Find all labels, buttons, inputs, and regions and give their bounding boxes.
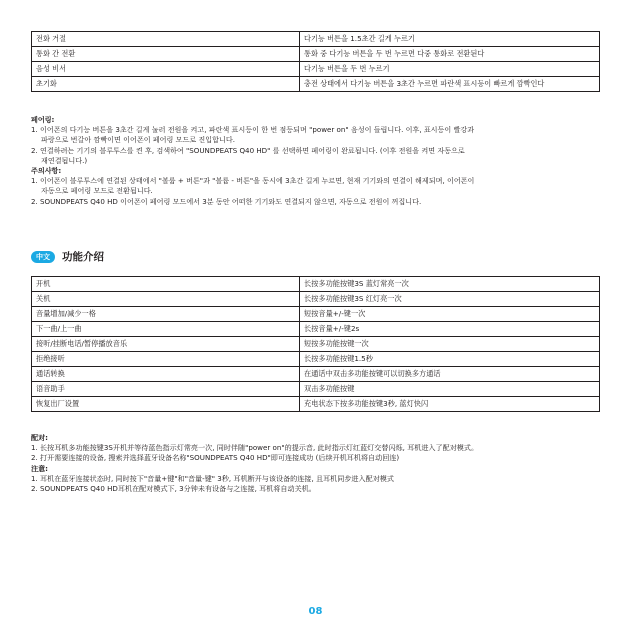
pairing-step-1: 1. 长按耳机多功能按键3S开机并等待蓝色指示灯常亮一次, 同时伴随"power on"的提示音, 此时指示灯红蓝灯交替闪烁, 耳机进入了配对模式。 [31,443,479,453]
table-row [32,337,600,352]
table-cell-operation: 长按多功能按键3S 蓝灯常亮一次 [300,277,600,292]
korean-function-table [31,31,600,92]
table-cell-operation: 充电状态下按多功能按键3秒, 蓝灯快闪 [300,397,600,412]
notes-heading: 注意: [31,463,49,473]
table-cell-function: 음성 비서 [32,62,300,77]
table-row [32,47,600,62]
table-row [32,322,600,337]
language-badge: 中文 [31,251,55,263]
table-cell-operation: 다기능 버튼을 두 번 누르기 [300,62,600,77]
pairing-heading: 페어링: [31,115,55,124]
table-cell-operation: 长按多功能按键3S 红灯亮一次 [300,292,600,307]
table-cell-function: 通话转换 [32,367,300,382]
table-row [32,307,600,322]
table-cell-operation: 双击多功能按键 [300,382,600,397]
pairing-heading: 配对: [31,433,49,442]
table-cell-function: 接听/挂断电话/暂停播放音乐 [32,337,300,352]
table-cell-operation: 통화 중 다기능 버튼을 두 번 누르면 다중 통화로 전환된다 [300,47,600,62]
table-cell-operation: 短按音量+/-键一次 [300,307,600,322]
table-row [32,292,600,307]
table-cell-function: 통화 간 전환 [32,47,300,62]
table-row [32,32,600,47]
table-row [32,397,600,412]
table-cell-function: 语音助手 [32,382,300,397]
table-cell-function: 恢复出厂设置 [32,397,300,412]
table-cell-function: 초기화 [32,77,300,92]
table-cell-function: 开机 [32,277,300,292]
section-heading: 功能介绍 [62,251,104,263]
table-cell-operation: 短按多功能按键一次 [300,337,600,352]
table-cell-function: 拒绝接听 [32,352,300,367]
pairing-step-1: 1. 이어폰의 다기능 버튼을 3초간 길게 눌러 전원을 켜고, 파란색 표시등이 한 번 점등되며 "power on" 음성이 들립니다. 이후, 표시등이 빨강과 [31,125,475,135]
pairing-step-2: 2. 연결하려는 기기의 블루투스를 켠 후, 검색하여 "SOUNDPEATS Q40 HD" 를 선택하면 페어링이 완료됩니다. (이후 전원을 켜면 자동으로 [31,145,465,155]
chinese-section-title [31,249,104,264]
chinese-instructions [31,433,603,494]
table-row [32,277,600,292]
table-cell-function: 音量增加/减少一格 [32,307,300,322]
notes-item-2: 2. SOUNDPEATS Q40 HD 이어폰이 페어링 모드에서 3분 동안 어떠한 기기와도 연결되지 않으면, 자동으로 전원이 꺼집니다. [31,196,422,206]
table-cell-function: 전화 거절 [32,32,300,47]
table-cell-operation: 长按多功能按键1.5秒 [300,352,600,367]
pairing-step-2-continued: 재연결됩니다.) [41,155,88,165]
table-cell-function: 关机 [32,292,300,307]
table-cell-operation: 在通话中双击多功能按键可以切换多方通话 [300,367,600,382]
table-row [32,352,600,367]
notes-item-1: 1. 耳机在蓝牙连接状态时, 同时按下"音量+键"和"音量-键" 3秒, 耳机断开与该设备的连接, 且耳机同步进入配对模式 [31,473,394,483]
table-row [32,382,600,397]
chinese-function-table [31,276,600,412]
table-row [32,77,600,92]
notes-heading: 주의사항: [31,166,62,176]
page-number: 08 [308,606,323,617]
notes-item-2: 2. SOUNDPEATS Q40 HD耳机在配对模式下, 3分钟未有设备与之连接, 耳机将自动关机。 [31,484,316,494]
pairing-step-1-continued: 파랑으로 번갈아 깜빡이면 이어폰이 페어링 모드로 진입합니다. [41,135,235,145]
notes-item-1-continued: 자동으로 페어링 모드로 전환됩니다. [41,186,153,196]
table-cell-operation: 长按音量+/-键2s [300,322,600,337]
table-cell-operation: 충전 상태에서 다기능 버튼을 3초간 누르면 파란색 표시등이 빠르게 깜빡인다 [300,77,600,92]
table-row [32,62,600,77]
table-cell-function: 下一曲/上一曲 [32,322,300,337]
notes-item-1: 1. 이어폰이 블루투스에 연결된 상태에서 "볼륨 + 버튼"과 "볼륨 - 버튼"을 동시에 3초간 길게 누르면, 현재 기기와의 연결이 해제되며, 이어폰이 [31,176,475,186]
table-cell-operation: 다기능 버튼을 1.5초간 길게 누르기 [300,32,600,47]
korean-instructions [31,115,603,207]
table-row [32,367,600,382]
pairing-step-2: 2. 打开需要连接的设备, 搜索并选择蓝牙设备名称"SOUNDPEATS Q40 HD"即可连接成功 (后续开机耳机将自动回连) [31,453,400,463]
